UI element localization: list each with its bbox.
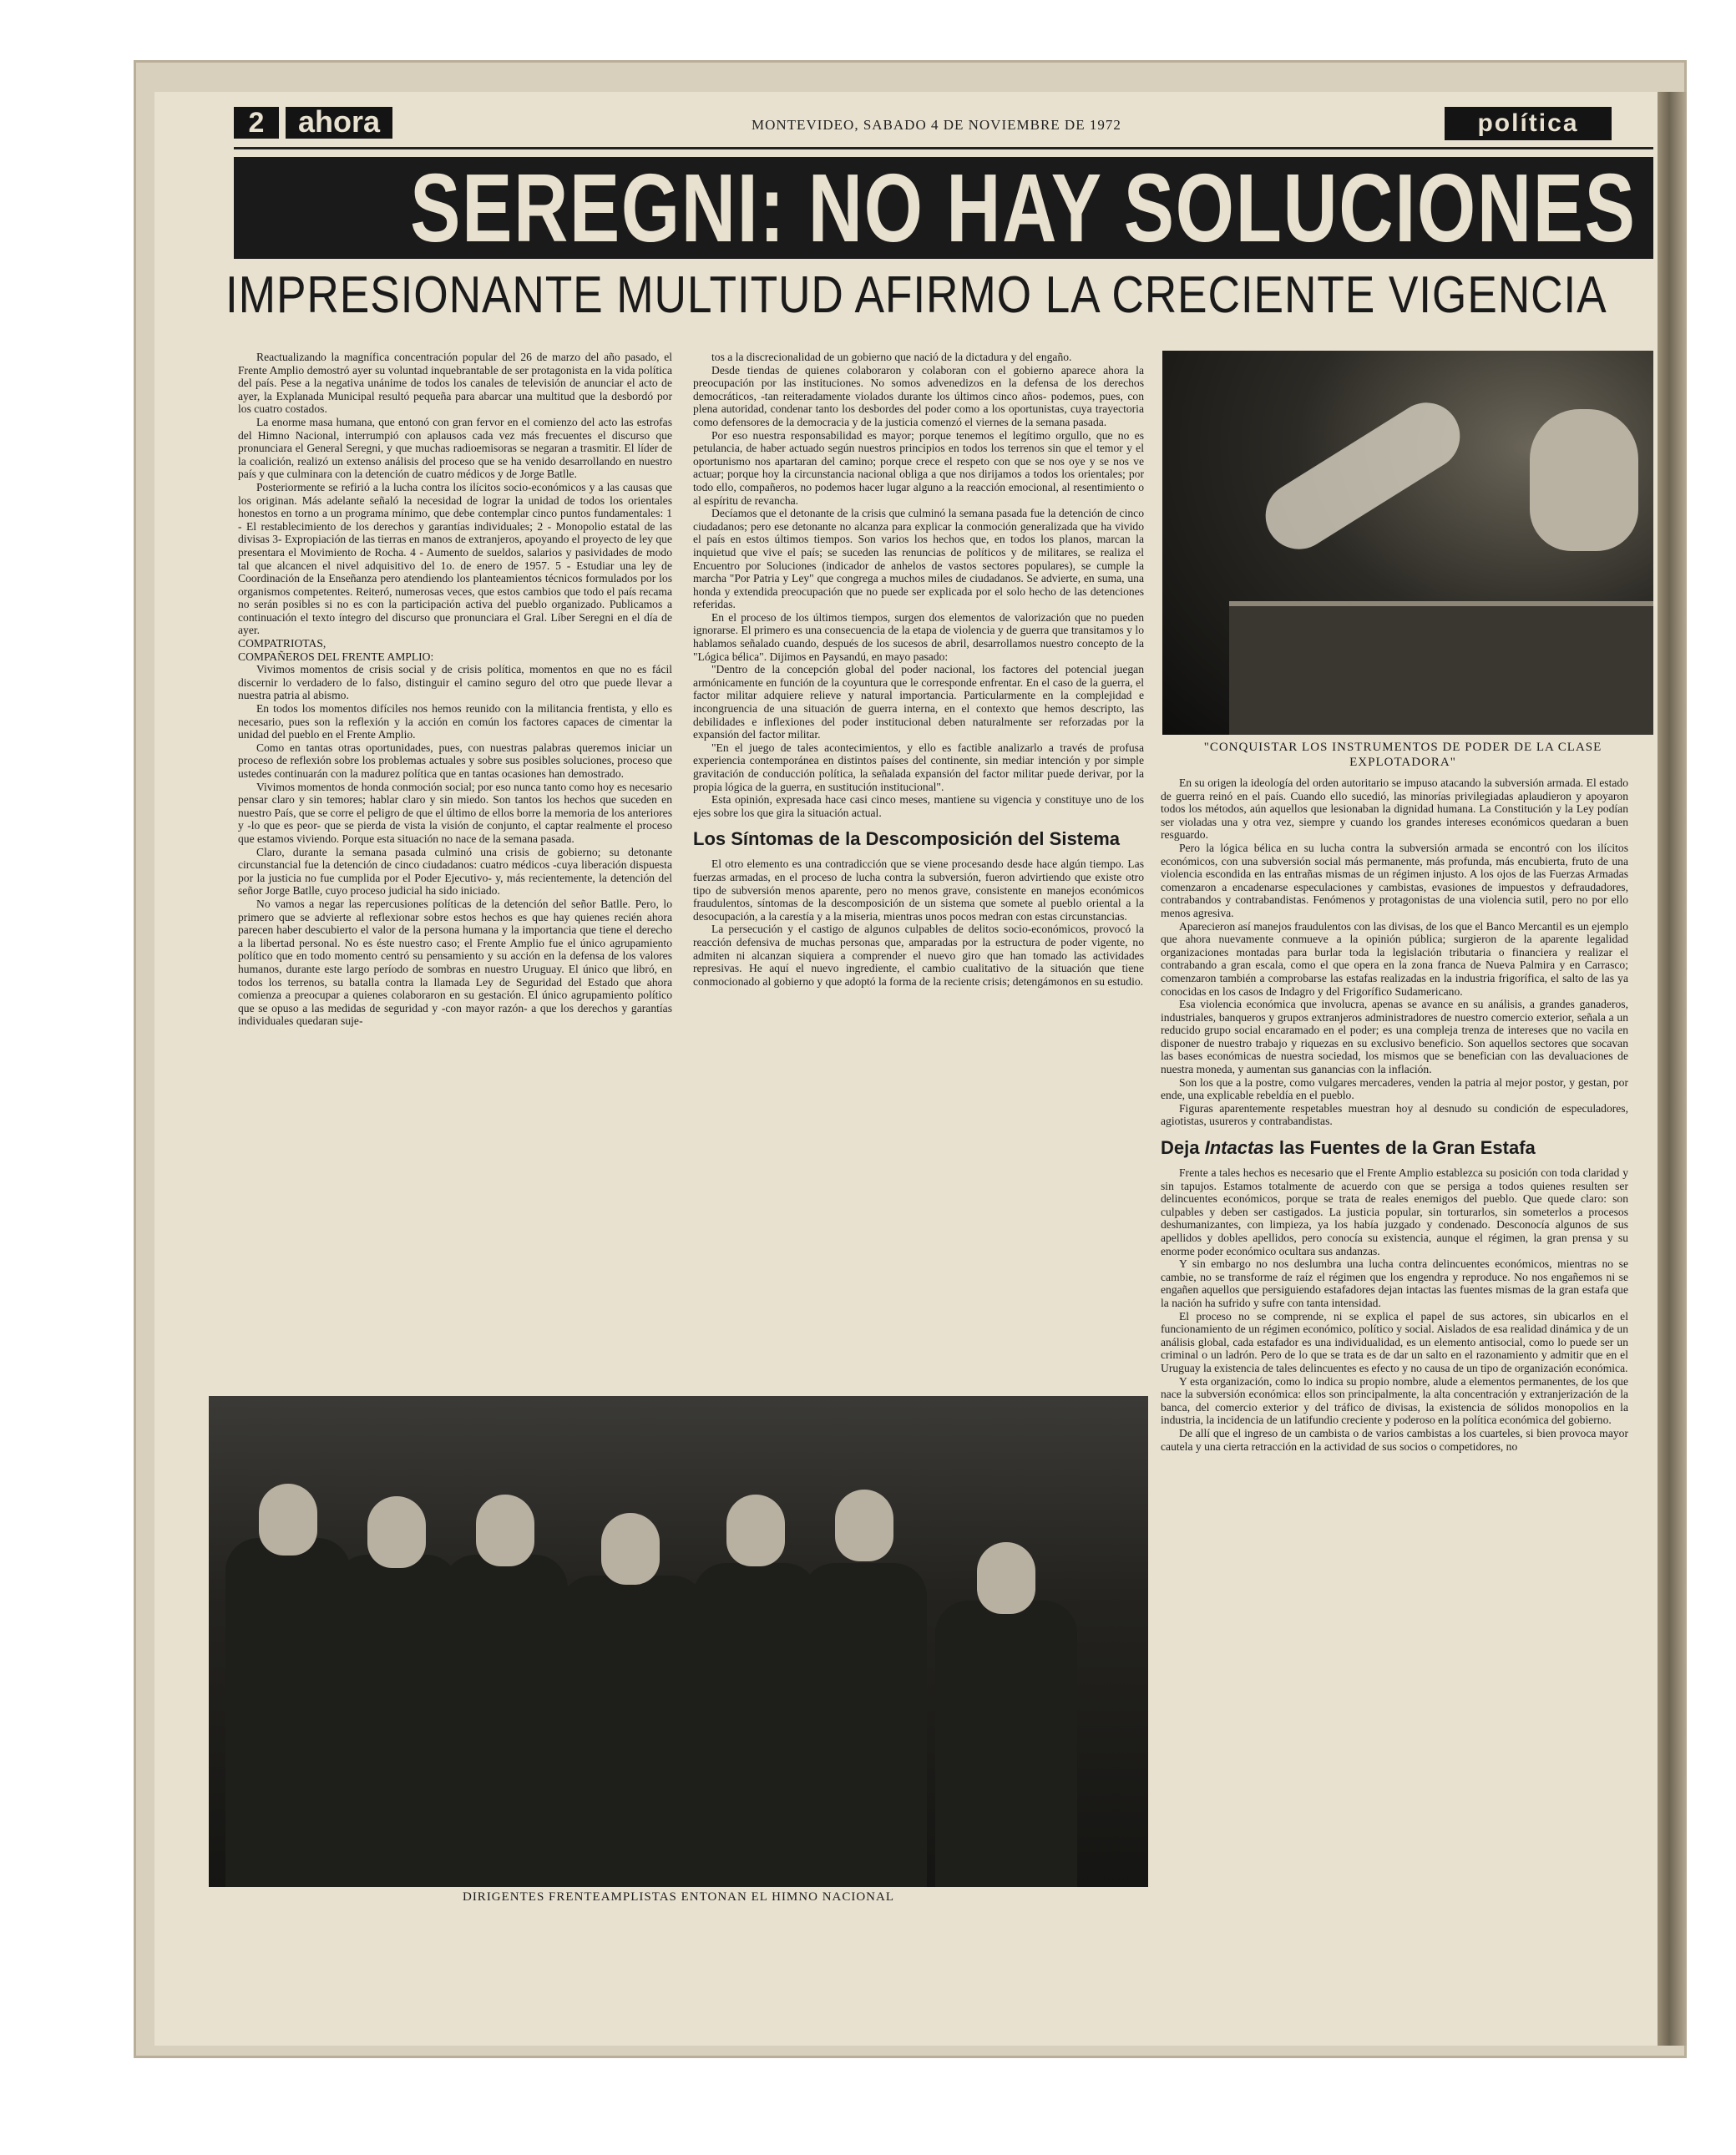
paragraph: El proceso no se comprende, ni se explica el papel de sus actores, sin ubicarlos en el funcionamiento de un régimen económico, político y social. Aislados de esa realidad dinámica y de un análisis global, cada estafador es una individualidad, es un elemento antisocial, como lo puede ser un criminal o un ladrón. Pero de lo que se trata es de dar un salto en el razonamiento y admitir que en el Uruguay la existencia de tales delincuentes es efecto y no causa de un tipo de organización económica. xyxy=(1161,1309,1628,1374)
column-2-section-body xyxy=(693,857,1144,988)
paragraph: No vamos a negar las repercusiones políticas de la detención del señor Batlle. Pero, lo primero que se advierte al reflexionar sobre estos hechos es que hay quienes recién ahora parecen haber descubierto el valor de la persona humana y la importancia que tiene el derecho a la libertad personal. No es éste nuestro caso; el Frente Amplio fue el único agrupamiento político que en todo momento centró su pensamiento y su acción en la defensa de los valores humanos, durante este largo período de sombras en nuestro Uruguay. El único que libró, en todos los terrenos, su batalla contra la llamada Ley de Seguridad del Estado que ahora comienza a preocupar a quienes colaboraron en su gestación. El único agrupamiento político que se opuso a las medidas de seguridad y -con mayor razón- a que los derechos y garantías individuales quedaran suje- xyxy=(238,897,672,1028)
paragraph: Posteriormente se refirió a la lucha contra los ilícitos socio-económicos y a las causas que los originan. Más adelante señaló la necesidad de lograr la unidad de todos los orientales honestos en torno a un programa mínimo, que debe contemplar cinco puntos fundamentales: 1 - El restablecimiento de los derechos y garantías individuales; 2 - Monopolio estatal de las divisas 3- Expropiación de las tierras en manos de extranjeros, apoyando el proyecto de ley que presentara el Movimiento de Rocha. 4 - Aumento de sueldos, salarios y pasividades de modo tal que alcancen el nivel adquisitivo del 1o. de enero de 1957. 5 - Estudiar una ley de Coordinación de la Enseñanza pero atendiendo los planteamientos técnicos formulados por los organismos competentes. Reiteró, numerosas veces, que estos cambios que todo el país recama no serán posibles si no es con la participación activa del pueblo organizado. Publicamos a continuación el texto íntegro del discurso que pronunciara el Gral. Líber Seregni en el día de ayer. xyxy=(238,480,672,637)
photo-figure xyxy=(935,1601,1077,1887)
photo-figure xyxy=(334,1555,459,1887)
photo-figure-head xyxy=(601,1513,660,1585)
binding-edge xyxy=(1658,92,1687,2046)
photo-leaders-anthem xyxy=(209,1396,1148,1887)
paragraph: Vivimos momentos de crisis social y de crisis política, momentos en que no es fácil discernir lo verdadero de lo falso, distinguir el camino seguro del otro que puede llevar a nuestra patria al abismo. xyxy=(238,663,672,702)
section-heading-estafa xyxy=(1161,1136,1628,1160)
paragraph: Aparecieron así manejos fraudulentos con las divisas, de los que el Banco Mercantil es un ejemplo que ahora nuevamente conmueve a la opinión pública; surgieron de la aparente legalidad organizaciones montadas para burlar toda la legislación tributaria o financiera y realizar el contrabando a gran escala, como el que opera en la zona franca de Nueva Palmira y en Carrasco; comenzaron también a comprobarse las estafas realizadas en la industria frigorífica, el salto de las ya conocidas en los casos de Indagro y del Frigorífico Sudamericano. xyxy=(1161,919,1628,998)
photo-figure xyxy=(443,1555,568,1887)
paragraph: Vivimos momentos de honda conmoción social; por eso nunca tanto como hoy es necesario pensar claro y sin temores; hablar claro y sin miedo. Son tantos los hechos que suceden en nuestro País, que se corre el peligro de que el último de ellos borre la memoria de los anteriores y -lo que es peor- que se pierda de vista la visión de conjunto, el captar realmente el proceso que estamos viviendo. Porque esta situación no nace de la semana pasada. xyxy=(238,780,672,845)
heading-estafa-em: Intactas xyxy=(1204,1137,1274,1159)
paragraph: En todos los momentos difíciles nos hemos reunido con la militancia frentista, y ello es necesario, pues son la reflexión y la acción en común los factores capaces de cimentar la unidad del pueblo en el Frente Amplio. xyxy=(238,702,672,741)
paragraph: La persecución y el castigo de algunos culpables de delitos socio-económicos, provocó la reacción defensiva de muchas personas que, amparadas por la estructura de poder vigente, no admiten ni alcanzan siquiera a comprender el nuevo giro que han tomado las actividades represivas. He aquí el nuevo ingrediente, el cambio cualitativo de la situación que tiene conmocionado al gobierno y que adoptó la forma de la reciente crisis; detengámonos en su estudio. xyxy=(693,923,1144,988)
photo-seregni-speaking xyxy=(1162,351,1653,735)
paragraph: Frente a tales hechos es necesario que el Frente Amplio establezca su posición con toda claridad y sin tapujos. Estamos totalmente de acuerdo con que se persiga a todos quienes resulten ser delincuentes económicos, porque se trata de reales enemigos del pueblo. Que quede claro: son culpables y deben ser castigados. La justicia popular, sin torturarlos, sin someterlos a procesos deshumanizantes, con limpieza, ya los había juzgado y condenado. Desconocía algunos de sus apellidos y dobles apellidos, pero conocía su existencia, aunque el régimen, la gran prensa y su enorme poder económico ocultara sus andanzas. xyxy=(1161,1166,1628,1257)
paragraph: COMPATRIOTAS, xyxy=(238,637,326,650)
column-1 xyxy=(238,351,672,1396)
photo-face-shape xyxy=(1530,409,1638,551)
headline: SEREGNI: NO HAY SOLUCIONES xyxy=(410,154,1637,262)
column-2 xyxy=(693,351,1144,1396)
paragraph: Por eso nuestra responsabilidad es mayor; porque tenemos el legítimo orgullo, que no es petulancia, de haber actuado según nuestros principios en todos los terrenos sin que el temor y el oportunismo nos apartaran del camino; porque crece el respeto con que se nos oye y se nos ve actuar; porque hoy la circunstancia nacional obliga a que nos dirijamos a todos los orientales; por todo ello, compañeros, no podemos hacer lugar alguno a la reacción emocional, al resentimiento o al espíritu de revancha. xyxy=(693,428,1144,507)
paragraph: Y sin embargo no nos deslumbra una lucha contra delincuentes económicos, mientras no se cambie, no se transforme de raíz el régimen que los engendra y reproduce. No nos engañemos ni se engañen aquellos que persiguiendo estafadores dejan intactas las fuentes mismas de la gran estafa que la nación ha sufrido y sufre con tanta intensidad. xyxy=(1161,1257,1628,1309)
section-label: política xyxy=(1445,107,1612,140)
paragraph: tos a la discrecionalidad de un gobierno que nació de la dictadura y del engaño. xyxy=(711,351,1072,363)
subheadline: IMPRESIONANTE MULTITUD AFIRMO LA CRECIENTE VIGENCIA xyxy=(225,266,1607,324)
photo-figure-head xyxy=(835,1490,893,1561)
paragraph: Son los que a la postre, como vulgares mercaderes, venden la patria al mejor postor, y gestan, por ende, una explicable rebeldía en el pueblo. xyxy=(1161,1075,1628,1102)
photo-banner-letters xyxy=(484,1396,802,1496)
photo-figure xyxy=(693,1563,818,1887)
page-number: 2 xyxy=(234,107,279,139)
paragraph: "En el juego de tales acontecimientos, y ello es factible analizarlo a través de profusa experiencia contemporánea en distintos países del continente, sin mediar intención y por simple gravitación de conducción política, la señalada expansión del factor militar puede derivar, por la propia lógica de la guerra, en sustitución institucional". xyxy=(693,741,1144,793)
photo-podium-shape xyxy=(1229,601,1653,735)
headline-banner xyxy=(234,154,1653,262)
photo-figure-head xyxy=(726,1495,785,1566)
paragraph: El otro elemento es una contradicción que se viene procesando desde hace algún tiempo. Las fuerzas armadas, en el proceso de lucha contra la subversión, fueron advirtiendo que existe otro tipo de subversión menos aparente, pero no menos grave, consistente en manejos económicos fraudulentos, síntomas de la descomposición de un sistema que somete al pueblo oriental a la desocupación, a la carestía y a la miseria, mientras unos pocos medran con estas circunstancias. xyxy=(693,857,1144,923)
brand-logo: ahora xyxy=(286,107,392,139)
section-heading-sintomas: Los Síntomas de la Descomposición del Sistema xyxy=(693,828,1121,850)
column-3-body xyxy=(1161,777,1628,1128)
paragraph: Decíamos que el detonante de la crisis que culminó la semana pasada fue la detención de cinco ciudadanos; pero ese detonante no alcanza para explicar la conmoción generalizada que ha vivido el país en estos últimos tiempos. Son varios los hechos que, en todos los planos, marcan la inquietud que vive el país; se suceden las renuncias de políticos y de militares, se realiza el Encuentro por Soluciones (indicador de anhelos de vastos sectores populares), se cumple la marcha "Por Patria y Ley" que congrega a muchos miles de ciudadanos. Se advierte, en suma, una honda y extendida preocupación que no puede ser explicada por el solo hecho de las detenciones referidas. xyxy=(693,507,1144,611)
paragraph: Figuras aparentemente respetables muestran hoy al desnudo su condición de especuladores, agiotistas, usureros y contrabandistas. xyxy=(1161,1101,1628,1128)
paragraph: Y esta organización, como lo indica su propio nombre, alude a elementos permanentes, de los que nace la subversión económica: ellos son principalmente, la alta concentración y extranjerización de la banca, del comercio exterior y del tráfico de divisas, la existencia de sólidos monopolios en la industria, la incidencia de un latifundio creciente y poderoso en la política económica del gobierno. xyxy=(1161,1374,1628,1427)
photo-figure xyxy=(225,1538,351,1887)
photo-figure xyxy=(559,1576,706,1887)
paragraph: Esta opinión, expresada hace casi cinco meses, mantiene su vigencia y constituye uno de los ejes sobre los que gira la situación actual. xyxy=(693,793,1144,819)
paragraph: De allí que el ingreso de un cambista o de varios cambistas a los cuarteles, si bien provoca mayor cautela y una cierta retracción en la actividad de sus socios o competidores, no xyxy=(1161,1426,1628,1453)
paragraph: La enorme masa humana, que entonó con gran fervor en el comienzo del acto las estrofas del Himno Nacional, interrumpió con aplausos cada vez más frecuentes el discurso que pronunciara el General Seregni, y que muchas radioemisoras se negaran a trasmitir. El líder de la coalición, realizó un extenso análisis del proceso que se ha venido desarrollando en nuestro país y que culminara con la detención de cuatro médicos y de Jorge Batlle. xyxy=(238,415,672,481)
paragraph: Reactualizando la magnífica concentración popular del 26 de marzo del año pasado, el Frente Amplio demostró ayer su voluntad inquebrantable de ser protagonista en la vida política del país. Pese a la negativa unánime de todos los canales de televisión de anunciar el acto de ayer, la Explanada Municipal resultó pequeña para abarcar una multitud que la desbordó por los cuatro costados. xyxy=(238,351,672,416)
heading-estafa-post: las Fuentes de la Gran Estafa xyxy=(1273,1137,1536,1159)
paragraph: Desde tiendas de quienes colaboraron y colaboran con el gobierno aparece ahora la preocupación por las instituciones. No somos advenedizos en la defensa de los derechos democráticos, -tan reiteradamente violados durante los últimos cinco años- podemos, pues, con plena autoridad, condenar tanto los desbordes del poder como a los oportunistas, cuya trayectoria como defensores de la democracia y de la justicia comenzó el viernes de la semana pasada. xyxy=(693,363,1144,428)
photo-figure-head xyxy=(367,1496,426,1568)
paragraph: En el proceso de los últimos tiempos, surgen dos elementos de valorización que no pueden ignorarse. El primero es una consecuencia de la etapa de violencia y de guerra que transitamos y lo hablamos señalado cuando, después de los sucesos de abril, desarrollamos nuestro concepto de la "Lógica bélica". Dijimos en Paysandú, en mayo pasado: xyxy=(693,610,1144,663)
paragraph: COMPAÑEROS DEL FRENTE AMPLIO: xyxy=(238,650,434,663)
dateline: MONTEVIDEO, SABADO 4 DE NOVIEMBRE DE 1972 xyxy=(752,117,1121,133)
paragraph: En su origen la ideología del orden autoritario se impuso atacando la subversión armada. El estado de guerra reinó en el país. Cuando ello sucedió, las minorías privilegiadas aplaudieron y apoyaron todos los métodos, aún aquellos que lesionaban la dignidad humana. La Constitución y la Ley podían ser violadas una y otra vez, siempre y cuando los grandes intereses económicos quedaran a buen resguardo. xyxy=(1161,777,1628,842)
heading-estafa-pre: Deja xyxy=(1161,1137,1205,1159)
masthead xyxy=(234,104,1612,144)
column-3 xyxy=(1161,777,1628,2033)
paragraph: Claro, durante la semana pasada culminó una crisis de gobierno; su detonante circunstancial fue la detención de cinco ciudadanos: cuatro médicos -cuya liberación dispuesta por la justicia no fue cumplida por el Poder Ejecutivo- y, más recientemente, la detención del señor Jorge Batlle, cuyo proceso judicial ha sido iniciado. xyxy=(238,845,672,898)
photo-top-caption: "CONQUISTAR LOS INSTRUMENTOS DE PODER DE LA CLASE EXPLOTADORA" xyxy=(1203,741,1602,769)
photo-figure-head xyxy=(259,1484,317,1556)
photo-bottom-caption: DIRIGENTES FRENTEAMPLISTAS ENTONAN EL HIMNO NACIONAL xyxy=(462,1890,895,1904)
paragraph: Pero la lógica bélica en su lucha contra la subversión armada se encontró con los ilícitos económicos, con una subversión social más permanente, más profunda, más encubierta, fruto de una violencia escondida en las entrañas mismas de un régimen injusto. A los ojos de las Fuerzas Armadas comenzaron a encadenarse especulaciones y cambistas, evasiones de impuestos y defraudadores, contrabandos y contrabandistas. Fenómenos y protagonistas de una violencia sutil, pero no por ello menos agresiva. xyxy=(1161,841,1628,919)
photo-arm-shape xyxy=(1253,390,1473,562)
masthead-rule xyxy=(234,147,1653,149)
paragraph: "Dentro de la concepción global del poder nacional, los factores del potencial juegan armónicamente en función de la coyuntura que le corresponde enfrentar. En el caso de la guerra, el factor militar adquiere relieve y natural importancia. Particularmente en la complejidad e incongruencia de una situación de guerra interna, en el contexto que hemos descripto, las debilidades e inflexiones del poder institucional deben naturalmente ser reforzadas por la expansión del factor militar. xyxy=(693,663,1144,741)
column-2-body xyxy=(693,351,1144,819)
photo-figure-head xyxy=(476,1495,534,1566)
paragraph: Como en tantas otras oportunidades, pues, con nuestras palabras queremos iniciar un proceso de reflexión sobre los problemas actuales y sobre sus posibles soluciones, proceso que ustedes continuarán con la madurez política que en tantas ocasiones han demostrado. xyxy=(238,741,672,780)
paragraph: Esa violencia económica que involucra, apenas se avance en su análisis, a grandes ganaderos, industriales, banqueros y grupos extranjeros administradores de nuestro comercio exterior, señala a un reducido grupo social encaramado en el poder; es una compleja trenza de intereses que no vacila en disponer de nuestro trabajo y riquezas en su exclusivo beneficio. Son aquellos sectores que socavan las bases económicas de nuestra sociedad, los mismos que se benefician con las devaluaciones de nuestra moneda, y aumentan sus ganancias con la inflación. xyxy=(1161,998,1628,1076)
photo-figure-head xyxy=(977,1542,1035,1614)
column-3-section-body xyxy=(1161,1166,1628,1453)
photo-figure xyxy=(802,1563,927,1887)
